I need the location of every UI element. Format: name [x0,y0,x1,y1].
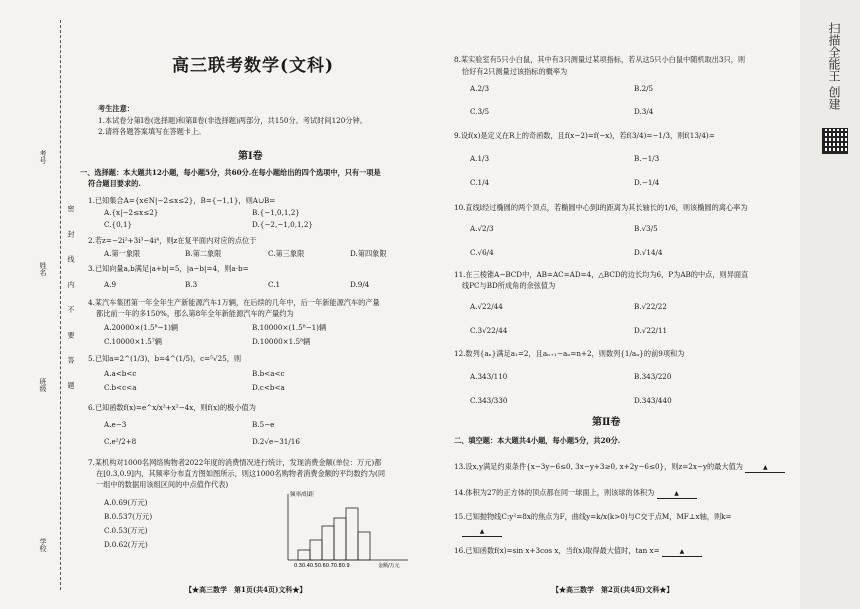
q1-option-c: C.{0,1} [104,220,133,229]
q7-stem-3: 一组中的数据用该组区间的中点值作代表) [96,480,229,489]
q12-option-b: B.343/220 [634,372,672,381]
scanner-watermark: 扫描全能王 创建 [827,22,841,110]
histogram-bar-3 [322,526,334,560]
q12-option-d: D.343/440 [634,396,672,405]
q6-option-d: D.2√e−31/16 [252,437,300,446]
footer-page-2: 【★高三数学 第2页(共4页)文科★】 [552,585,674,594]
q13-answer-blank[interactable] [745,462,785,473]
histogram-ticks: 0.30.40.50.60.70.80.9 [294,563,350,569]
q10-stem: 10.直线l经过椭圆的两个顶点，若椭圆中心到l的距离为其长轴长的1/6，则该椭圆的离心率为 [454,203,748,212]
q15-blank-line [462,526,502,537]
histogram-bar-1 [298,550,310,560]
q4-stem-2: 都比前一年的多150%，那么第8年全年新能源汽车的产量约为 [96,309,294,318]
margin-kaohao: 考号 [39,150,47,164]
histogram-bar-5 [346,508,358,560]
blank-triangle-icon: ▲ [762,464,768,471]
q11-stem: 11.在三棱锥A−BCD中，AB=AC=AD=4，△BCD的边长均为6，P为AB的中点，则异面直 [454,270,749,279]
q7-stem-2: 在[0.3,0.9]内，其频率分布直方图如图所示，则这1000名购物者消费金额的平均数约为(同 [96,469,386,478]
q12-option-c: C.343/330 [470,396,508,405]
q6-option-c: C.e²/2+8 [104,437,137,446]
q4-option-c: C.10000×1.5⁷辆 [104,337,162,346]
q8-option-c: C.3/5 [470,107,490,116]
q11-option-b: B.√22/22 [634,302,667,311]
q5-stem: 5.已知a=2^(1/3)，b=4^(1/5)，c=⁵√25，则 [88,354,242,363]
q6-option-b: B.5−e [252,420,275,429]
q16-answer-blank[interactable] [662,546,702,557]
margin-seal-text: 密 封 线 内 不 要 答 题 [67,205,75,397]
q11-stem-2: 线PC与BD所成角的余弦值为 [462,281,556,290]
q16-stem [454,546,702,557]
q12-stem: 12.数列{aₙ}满足a₁=2，且aₙ₊₁−aₙ=n+2，则数列{1/aₙ}的前9项和为 [454,349,685,358]
part1-heading-2: 符合题目要求的. [88,179,141,188]
q9-stem: 9.设f(x)是定义在R上的奇函数，且f(x−2)=f(−x)，若f(3/4)=−1/3，则f(13/4)= [454,131,715,140]
notice-heading: 考生注意： [98,104,134,113]
q6-option-a: A.e−3 [104,420,127,429]
q4-option-d: D.10000×1.5⁸辆 [252,337,311,346]
notice-2: 2.请将各题答案填写在答题卡上。 [98,127,206,136]
q9-option-b: B.−1/3 [634,154,660,163]
q15-answer-blank[interactable] [462,526,502,537]
seal-line [60,20,61,590]
q5-option-a: A.a<b<c [104,369,137,378]
blank-triangle-icon: ▲ [679,548,685,555]
q2-option-a: A.第一象限 [104,249,141,258]
q8-option-a: A.2/3 [470,84,490,93]
q7-option-d: D.0.62(万元) [104,540,148,549]
exam-page-2 [440,0,800,609]
histogram-bar-4 [334,518,346,560]
q11-option-a: A.√22/44 [470,302,503,311]
q7-option-c: C.0.53(万元) [104,526,148,535]
q7-option-b: B.0.537(万元) [104,512,153,521]
q13-text: 13.设x,y满足约束条件{x−3y−6≤0, 3x−y+3≥0, x+2y−6≤0}，则z=2x−y的最大值为 [454,462,743,471]
q13-stem [454,462,785,473]
q3-option-b: B.3 [185,280,198,289]
q4-option-b: B.10000×(1.5⁸−1)辆 [252,323,327,332]
section-2-title: 第Ⅱ卷 [592,417,621,428]
q15-text: 15.已知抛物线C:y²=8x的焦点为F，曲线y=k/x(k>0)与C交于点M，MF⊥x轴，则k= [454,512,732,521]
notice-1: 1.本试卷分第Ⅰ卷(选择题)和第Ⅱ卷(非选择题)两部分，共150分。考试时间120分钟。 [98,116,367,125]
q14-stem [454,488,697,499]
q9-option-c: C.1/4 [470,178,490,187]
q7-option-a: A.0.69(万元) [104,498,148,507]
histogram-bar-2 [310,540,322,560]
q2-option-b: B.第二象限 [185,249,222,258]
q15-stem [454,512,732,521]
margin-xingming: 姓名 [39,262,47,276]
part1-heading: 一、选择题：本大题共12小题，每小题5分，共60分.在每小题给出的四个选项中，只有一项是 [80,168,381,177]
histogram-figure [268,488,418,570]
q2-option-d: D.第四象限 [350,249,387,258]
q10-option-c: C.√6/4 [470,248,494,257]
q1-option-a: A.{x|−2≤x≤2} [104,208,159,217]
margin-banji: 班级 [39,378,47,392]
blank-triangle-icon: ▲ [674,490,679,497]
q12-option-a: A.343/110 [470,372,508,381]
q3-option-d: D.9/4 [350,280,370,289]
margin-xuexiao: 学校 [39,538,47,552]
q3-option-a: A.9 [104,280,117,289]
q6-stem: 6.已知函数f(x)=e^x/x²+x²−4x，则f(x)的极小值为 [88,403,256,412]
q2-option-c: C.第三象限 [268,249,305,258]
q16-text: 16.已知函数f(x)=sin x+3cos x，当f(x)取得最大值时，tan x= [454,546,660,555]
q10-option-d: D.√14/4 [634,248,663,257]
q5-option-c: C.b<c<a [104,383,137,392]
q7-stem: 7.某机构对1000名网络购物者2022年度的消费情况进行统计，发现消费金额(单位：万元)都 [88,458,382,467]
page-title: 高三联考数学(文科) [172,56,335,76]
q14-answer-blank[interactable] [657,488,697,499]
q11-option-d: D.√22/11 [634,326,668,335]
histogram-y-label: 频率/组距 [290,492,314,498]
q8-stem-2: 恰好有2只测量过该指标的概率为 [462,67,568,76]
q1-option-b: B.{−1,0,1,2} [252,208,300,217]
q10-option-a: A.√2/3 [470,224,494,233]
q14-text: 14.体积为27的正方体的顶点都在同一球面上，则该球的体积为 [454,488,655,497]
q1-stem: 1.已知集合A={x∈N|−2≤x≤2}，B={−1,1}，则A∪B= [88,196,276,205]
q4-stem: 4.某汽车集团第一年全年生产新能源汽车1万辆，在后续的几年中，后一年新能源汽车的产量 [88,298,380,307]
q8-stem: 8.某实验室有5只小白鼠，其中有3只测量过某项指标，若从这5只小白鼠中随机取出3只，则 [454,55,746,64]
histogram-x-label: 金额/万元 [378,563,400,569]
qr-code-icon [822,128,848,154]
part2-heading: 二、填空题：本大题共4小题，每小题5分，共20分. [454,436,621,445]
histogram-bar-6 [358,532,370,560]
q10-option-b: B.√3/5 [634,224,658,233]
blank-triangle-icon: ▲ [479,528,485,535]
q3-stem: 3.已知向量a,b满足|a+b|=5，|a−b|=4，则a·b= [88,264,249,273]
q3-option-c: C.1 [268,280,281,289]
q1-option-d: D.{−2,−1,0,1,2} [252,220,313,229]
q5-option-d: D.c<b<a [252,383,285,392]
q2-stem: 2.若z=−2i²+3i³−4i⁴，则z在复平面内对应的点位于 [88,236,257,245]
section-1-title: 第Ⅰ卷 [238,151,263,162]
footer-page-1: 【★高三数学 第1页(共4页)文科★】 [185,585,307,594]
q9-option-a: A.1/3 [470,154,490,163]
q4-option-a: A.20000×(1.5⁸−1)辆 [104,323,179,332]
q8-option-b: B.2/5 [634,84,654,93]
q8-option-d: D.3/4 [634,107,654,116]
q5-option-b: B.b<a<c [252,369,285,378]
q9-option-d: D.−1/4 [634,178,660,187]
q11-option-c: C.3√22/44 [470,326,508,335]
